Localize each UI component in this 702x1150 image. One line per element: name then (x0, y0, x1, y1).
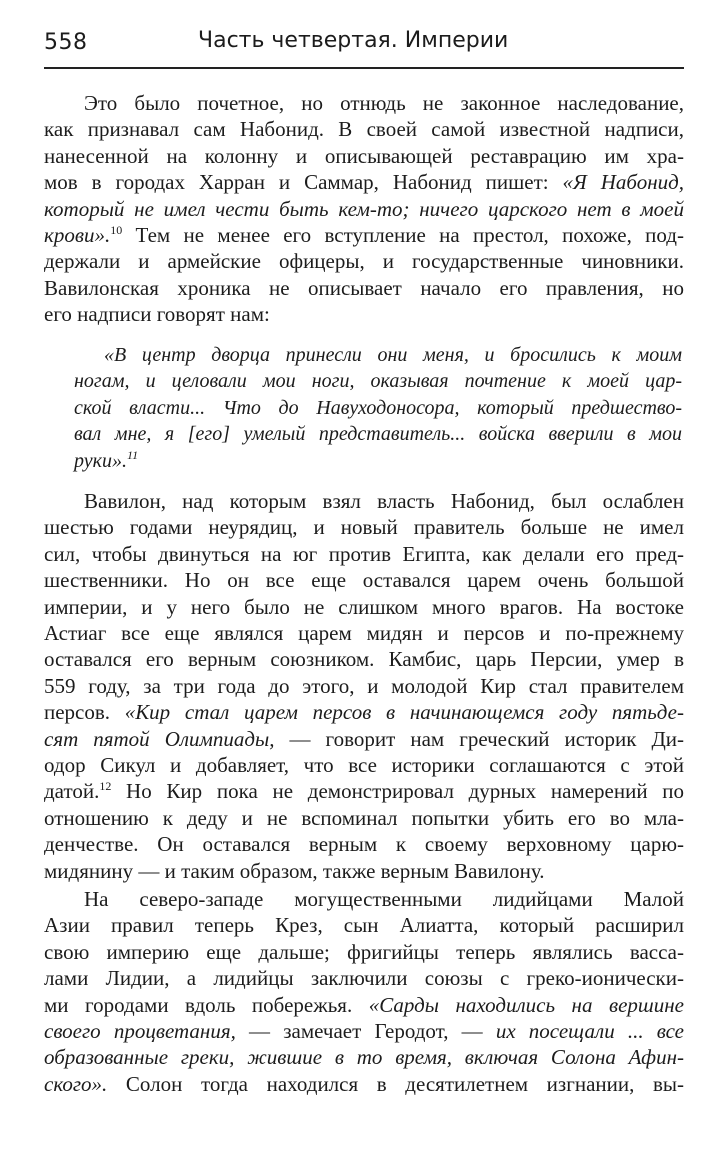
quote-inline: образованные греки, жившие в то время, включая Солона Афин- (44, 1045, 684, 1070)
text-line: свою империю еще дальше; фригийцы теперь являлись васса- (44, 939, 684, 964)
block-quote (74, 342, 682, 474)
text-line: шестью годами неурядиц, и новый правитель больше не имел (44, 515, 684, 540)
text-line: Это было почетное, но отнюдь не законное наследование, (84, 91, 684, 115)
text-line (44, 222, 684, 248)
quote-inline: «Я Набонид, (562, 170, 684, 195)
text-line: Азии правил теперь Крез, сын Алиатта, который расширил (44, 913, 684, 938)
text-run: Но Кир пока не демонстрировал дурных намерений по (111, 779, 684, 804)
text-line: нанесенной на колонну и описывающей реставрацию им хра- (44, 143, 684, 168)
text-run: Тем не менее его вступление на престол, похоже, под- (122, 223, 684, 248)
paragraph-1 (44, 90, 684, 328)
quote-inline: «Кир стал царем персов в начинающемся году пятьде- (124, 700, 684, 725)
text-run: Солон тогда находился в десятилетнем изгнании, вы- (107, 1071, 684, 1096)
text-line: шественники. Но он все еще оставался царем очень большой (44, 568, 684, 593)
quote-inline: их посещали ... все (495, 1019, 684, 1044)
footnote-ref: 10 (110, 223, 123, 238)
text-line: империи, и у него было не слишком много врагов. На востоке (44, 594, 684, 619)
text-line: оставался его верным союзником. Камбис, царь Персии, умер в (44, 647, 684, 672)
quote-inline: ского». (44, 1071, 108, 1096)
page-header (44, 22, 684, 62)
text-line: отношению к деду и не вспоминал попытки убить его во мла- (44, 805, 684, 830)
text-line (44, 726, 684, 752)
text-line: лами Лидии, а лидийцы заключили союзы с греко-ионически- (44, 966, 684, 991)
text-run: персов. (44, 700, 125, 725)
footnote-ref: 12 (99, 779, 112, 794)
quote-inline: крови». (44, 223, 111, 248)
header-rule (44, 67, 684, 69)
text-line: его надписи говорят нам: (44, 302, 270, 327)
text-line: Вавилон, над которым взял власть Набонид, был ослаблен (84, 489, 684, 513)
quote-inline: «Сарды находились на вершине (368, 992, 684, 1017)
text-line: Вавилонская хроника не описывает начало его правления, но (44, 275, 684, 300)
text-line: как признавал сам Набонид. В своей самой известной надписи, (44, 117, 684, 142)
text-line: держали и армейские офицеры, и государственные чиновники. (44, 249, 684, 274)
text-line: одор Сикул и добавляет, что все историки соглашаются с этой (44, 753, 684, 778)
text-run: — замечает Геродот, — (235, 1019, 496, 1044)
text-line: сил, чтобы двинуться на юг против Египта, как делали его пред- (44, 541, 684, 566)
text-line: Астиаг все еще являлся царем мидян и персов и по-прежнему (44, 621, 684, 646)
text-line (44, 196, 684, 222)
quote-inline: сят пятой Олимпиады, (44, 726, 275, 751)
text-run: — говорит нам греческий историк Ди- (274, 726, 685, 751)
quote-line: вал мне, я [его] умелый представитель... войска вверили в мои (74, 423, 682, 446)
page-number: 558 (44, 30, 88, 55)
text-line (44, 1044, 684, 1070)
text-line: На северо-западе могущественными лидийцами Малой (84, 887, 684, 911)
quote-inline: который не имел чести быть кем-то; ничего царского нет в моей (44, 196, 684, 221)
text-line: 559 году, за три года до этого, и молодой Кир стал правителем (44, 673, 684, 698)
quote-line: ской власти... Что до Навуходоносора, который предшество- (74, 396, 682, 419)
text-line (44, 1018, 684, 1044)
text-run: руки». (74, 449, 127, 472)
footnote-ref: 11 (126, 447, 139, 462)
text-line: мидянину — и таким образом, также верным Вавилону. (44, 858, 545, 883)
text-line (44, 1071, 684, 1097)
quote-inline: своего процветания, (44, 1019, 236, 1044)
quote-line: ногам, и целовали мои ноги, оказывая почтение к моей цар- (74, 370, 682, 393)
paragraph-2 (44, 488, 684, 884)
quote-line: «В центр дворца принесли они меня, и бросились к моим (104, 344, 682, 366)
text-run: датой. (44, 779, 100, 804)
paragraph-3 (44, 886, 684, 1097)
text-run: мов в городах Харран и Саммар, Набонид пишет: (44, 170, 563, 195)
text-line (44, 992, 684, 1018)
text-run: ми городами вдоль побережья. (44, 992, 369, 1017)
running-head: Часть четвертая. Империи (198, 28, 509, 53)
text-line (44, 169, 684, 195)
text-line: денчестве. Он оставался верным к своему верховному царю- (44, 832, 684, 857)
text-line (44, 778, 684, 804)
text-line (44, 699, 684, 725)
quote-line (74, 448, 682, 474)
